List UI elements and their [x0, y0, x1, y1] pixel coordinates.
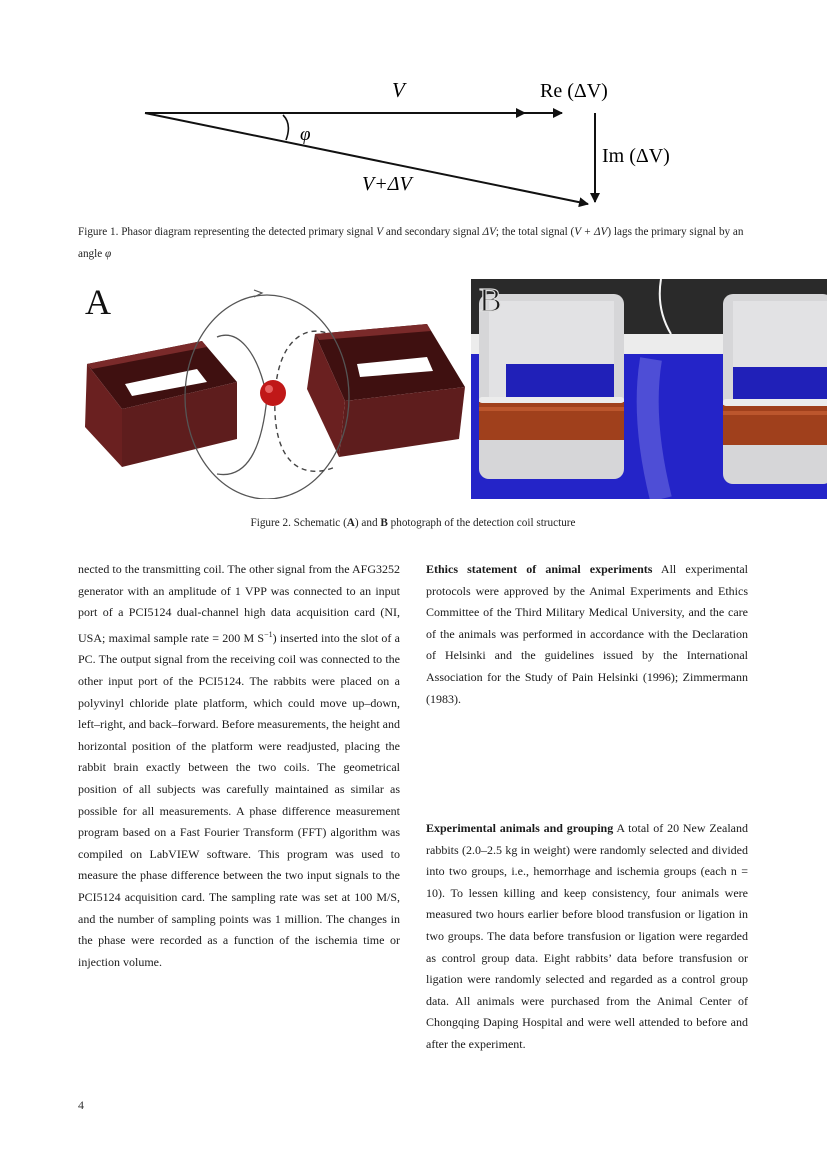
coil-left	[479, 294, 624, 479]
label-phi: φ	[300, 124, 311, 145]
target-sphere	[260, 380, 286, 406]
animals-body: A total of 20 New Zealand rabbits (2.0–2.5 kg in weight) were randomly selected and divided into two groups, i.e., hemorrhage and ischemia groups (each n = 10). To lessen killing and keep consistency, four animals were measured two hours earlier before blood transfusion or ligation in two groups. The data before transfusion or ligation were regarded as control group data. Eight rabbits’ data before transfusion or ligation were randomly selected and regarded as a control group data. All animals were purchased from the Animal Center of Chongqing Daping Hospital and were well attended to before and after the experiment.	[426, 821, 748, 1051]
phasor-diagram	[140, 62, 700, 212]
left-column	[78, 559, 400, 973]
panel-b-label: B	[479, 282, 502, 319]
ethics-body: All experimental protocols were approved by the Animal Experiments and Ethics Committee of the Third Military Medical University, and the care of the animals was performed in accordance with the Declaration of Helsinki and the guidelines issued by the International Association for the Study of Pain Helsinki (1996); Zimmermann (1983).	[426, 562, 749, 706]
ethics-heading: Ethics statement of animal experiments	[426, 562, 653, 576]
coil-right	[723, 294, 827, 484]
coil-schematic	[77, 279, 467, 499]
label-v-plus-dv: V+ΔV	[362, 173, 412, 195]
coil-photograph	[471, 279, 827, 499]
label-v: V	[392, 78, 405, 102]
figure-1-caption: Figure 1. Phasor diagram representing the detected primary signal V and secondary signal ΔV; the total signal (V + ΔV) lags the primary signal by an angle φ	[78, 226, 744, 260]
panel-a-label: A	[85, 282, 111, 322]
methods-paragraph: nected to the transmitting coil. The other signal from the AFG3252 generator with an amplitude of 1 VPP was connected to an input port of a PCI5124 dual-channel high data acquisition card (NI, USA; maximal sample rate = 200 M $S^{-1}$) inserted into the slot of a PC. The output signal from the receiving coil was connected to the other input port of the PCI5124. The rabbits were placed on a polyvinyl chloride plate platform, which could move up–down, left–right, and back–forward. Before measurements, the height and horizontal position of the platform were readjusted, placing the rabbit brain exactly between the two coils. The geometrical position of all subjects was carefully maintained as similar as possible for all measurements. A phase difference measurement program based on a Fast Fourier Transform (FFT) algorithm was compiled on LabVIEW software. This program was used to measure the phase difference between the two input signals to the PCI5124 acquisition card. The sampling rate was set at 100 M/S, and the number of sampling points was 1 million. The changes in the phase were recorded as a function of the ischemia time or injection volume.	[78, 562, 400, 969]
angle-arc	[283, 115, 288, 140]
figure-2-caption: Figure 2. Schematic (A) and B photograph of the detection coil structure	[250, 517, 576, 529]
label-im-dv: Im (ΔV)	[602, 145, 670, 167]
ethics-section	[426, 559, 748, 710]
animals-section	[426, 818, 748, 1056]
label-re-dv: Re (ΔV)	[540, 80, 608, 102]
animals-heading: Experimental animals and grouping	[426, 821, 614, 835]
page-number: 4	[78, 1098, 84, 1112]
